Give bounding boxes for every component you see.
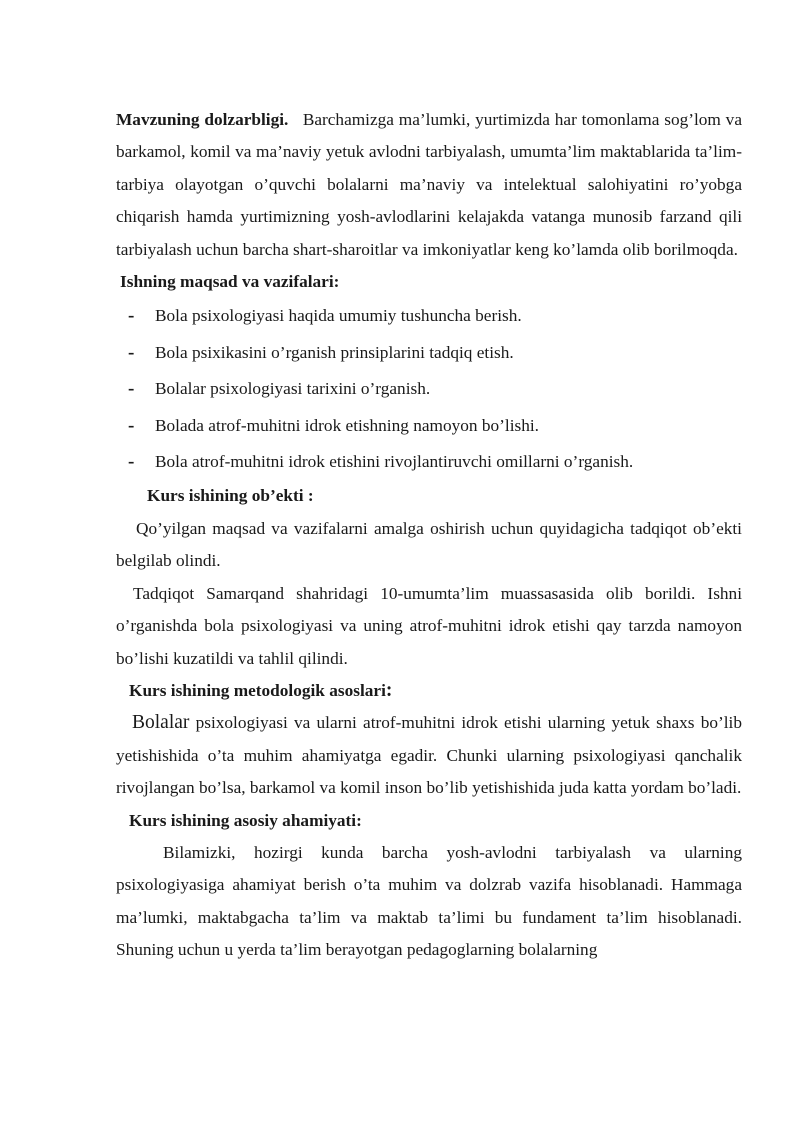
goals-list <box>116 298 742 480</box>
intro-paragraph <box>116 104 742 266</box>
methodology-heading-text: Kurs ishining metodologik asoslari <box>129 680 386 700</box>
object-heading: Kurs ishining ob’ekti : <box>147 486 314 506</box>
dash-bullet-icon: - <box>128 341 135 363</box>
list-item-text: Bola psixologiyasi haqida umumiy tushuncha berish. <box>155 306 522 326</box>
intro-heading: Mavzuning dolzarbligi. <box>116 110 289 129</box>
methodology-paragraph <box>116 707 742 804</box>
document-page <box>116 104 742 967</box>
list-item <box>116 444 742 480</box>
object-paragraph-1: Qo’yilgan maqsad va vazifalarni amalga oshirish uchun quyidagicha tadqiqot ob’ekti belgilab olindi. <box>116 518 742 571</box>
list-item-text: Bola psixikasini o’rganish prinsiplarini tadqiq etish. <box>155 342 514 362</box>
dash-bullet-icon: - <box>128 378 135 400</box>
list-item <box>116 408 742 444</box>
importance-paragraph: Bilamizki, hozirgi kunda barcha yosh-avlodni tarbiyalash va ularning psixologiyasiga ahamiyat berish o’ta muhim va dolzrab vazifa hisoblanadi. Hammaga ma’lumki, maktabgacha ta’lim va maktab ta’limi bu fundament ta’lim hisoblanadi. Shuning uchun u yerda ta’lim berayotgan pedagoglarning bolalarning <box>116 842 742 960</box>
methodology-first-word: Bolalar <box>132 712 190 734</box>
list-item-text: Bolalar psixologiyasi tarixini o’rganish. <box>155 379 431 399</box>
list-item <box>116 335 742 371</box>
importance-heading: Kurs ishining asosiy ahamiyati: <box>129 810 362 830</box>
dash-bullet-icon: - <box>128 414 135 436</box>
list-item <box>116 371 742 407</box>
list-item-text: Bola atrof-muhitni idrok etishini rivojlantiruvchi omillarni o’rganish. <box>155 452 634 472</box>
dash-bullet-icon: - <box>128 451 135 473</box>
methodology-text: psixologiyasi va ularni atrof-muhitni idrok etishi ularning yetuk shaxs bo’lib yetishishida o’ta muhim ahamiyatga egadir. Chunki ularning psixologiyasi qanchalik rivojlangan bo’lsa, barkamol va komil inson bo’lib yetishishida juda katta yordam bo’ladi. <box>116 713 742 798</box>
object-paragraph-2: Tadqiqot Samarqand shahridagi 10-umumta’lim muassasasida olib borildi. Ishni o’rganishda bola psixologiyasi va uning atrof-muhitni idrok etishi qay tarzda namoyon bo’lishi kuzatildi va tahlil qilindi. <box>116 583 742 668</box>
intro-text: Barchamizga ma’lumki, yurtimizda har tomonlama sog’lom va barkamol, komil va ma’naviy yetuk avlodni tarbiyalash, umumta’lim maktablarida ta’lim-tarbiya olayotgan o’quvchi bolalarni ma’naviy va intelektual salohiyatini ro’yobga chiqarish hamda yurtimizning yosh-avlodlarini kelajakda vatanga munosib farzand qili tarbiyalash uchun barcha shart-sharoitlar va imkoniyatlar keng ko’lamda olib borilmoqda. <box>116 110 742 259</box>
list-item <box>116 298 742 334</box>
methodology-heading-colon: : <box>385 679 393 701</box>
methodology-heading <box>116 675 742 707</box>
dash-bullet-icon: - <box>128 305 135 327</box>
list-item-text: Bolada atrof-muhitni idrok etishning namoyon bo’lishi. <box>155 415 539 435</box>
goals-heading: Ishning maqsad va vazifalari: <box>120 272 340 292</box>
